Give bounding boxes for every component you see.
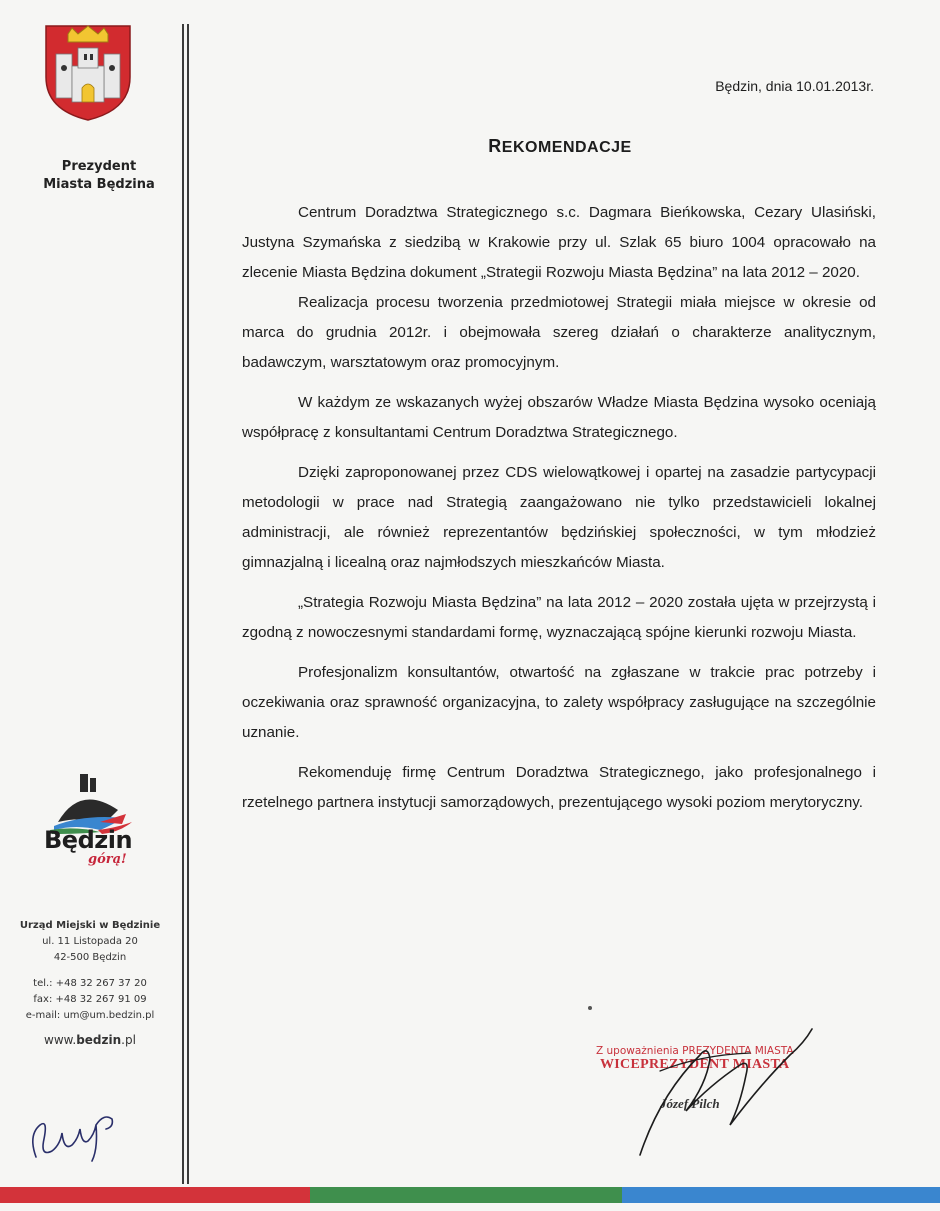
letter-paragraph: Dzięki zaproponowanej przez CDS wielowątkowej i opartej na zasadzie partycypacji metodologii w prace nad Strategią zaangażowano nie tylko przedstawicieli lokalnej administracji, ale również reprezentantów będzińskiej społeczności, w tym młodzież gimnazjalną i licealną oraz najmłodszych mieszkańców Miasta. (242, 464, 876, 571)
letterhead-sidebar (0, 0, 185, 1185)
logo-tagline: górą! (88, 852, 127, 867)
address-website (10, 1032, 170, 1048)
letter-paragraph: „Strategia Rozwoju Miasta Będzina” na lata 2012 – 2020 została ujęta w przejrzystą i zgodną z nowoczesnymi standardami formę, wyznaczającą spójne kierunki rozwoju Miasta. (242, 594, 876, 641)
letter-heading (380, 136, 740, 157)
divider-line (187, 24, 189, 1184)
office-title-line1: Prezydent (61, 159, 137, 174)
letter-paragraph: Rekomenduję firmę Centrum Doradztwa Strategicznego, jako profesjonalnego i rzetelnego partnera instytucji samorządowych, prezentującego wysoki poziom merytoryczny. (242, 764, 876, 811)
heading-initial: R (488, 136, 502, 156)
website-domain: bedzin (76, 1033, 122, 1047)
address-street: ul. 11 Listopada 20 (42, 936, 138, 947)
letter-paragraph: Centrum Doradztwa Strategicznego s.c. Dagmara Bieńkowska, Cezary Ulasiński, Justyna Szymańska z siedzibą w Krakowie przy ul. Szlak 65 biuro 1004 opracowało na zlecenie Miasta Będzina dokument „Strategii Rozwoju Miasta Będzina” na lata 2012 – 2020. (242, 204, 876, 281)
address-org: Urząd Miejski w Będzinie (19, 920, 161, 931)
handwritten-initials (22, 1105, 132, 1165)
office-address (10, 918, 170, 1048)
office-title-line2: Miasta Będzina (43, 177, 155, 192)
handwritten-signature (590, 1015, 830, 1165)
letter-date: Będzin, dnia 10.01.2013r. (715, 78, 874, 94)
city-coat-of-arms-icon (42, 22, 134, 122)
ink-dot (588, 1006, 592, 1010)
letter-paragraph: W każdym ze wskazanych wyżej obszarów Władze Miasta Będzina wysoko oceniają współpracę z konsultantami Centrum Doradztwa Strategicznego. (242, 394, 876, 441)
stamp-authorization: Z upoważnienia PREZYDENTA MIASTA (596, 1045, 794, 1057)
address-email: e-mail: um@um.bedzin.pl (25, 1010, 155, 1021)
letter-paragraph: Profesjonalizm konsultantów, otwartość na zgłaszane w trakcie prac potrzeby i oczekiwania oraz sprawność organizacyjna, to zalety współpracy zasługujące na szczególnie uznanie. (242, 664, 876, 741)
website-suffix: .pl (121, 1033, 136, 1047)
address-tel: tel.: +48 32 267 37 20 (33, 978, 147, 989)
stamp-name: Józef Pilch (660, 1096, 720, 1111)
address-fax: fax: +48 32 267 91 09 (33, 994, 147, 1005)
footer-bar-blue (622, 1187, 940, 1203)
footer-bar-green (310, 1187, 622, 1203)
divider-line (182, 24, 184, 1184)
website-prefix: www. (44, 1033, 77, 1047)
office-title (10, 158, 188, 194)
stamp-title: WICEPREZYDENT MIASTA (600, 1057, 790, 1072)
heading-rest: EKOMENDACJE (501, 139, 632, 156)
logo-wordmark: Będzin (44, 826, 133, 854)
footer-bar-red (0, 1187, 310, 1203)
letter-paragraph: Realizacja procesu tworzenia przedmiotowej Strategii miała miejsce w okresie od marca do grudnia 2012r. i obejmowała szereg działań o charakterze analitycznym, badawczym, warsztatowym oraz promocyjnym. (242, 294, 876, 371)
address-city: 42-500 Będzin (53, 952, 127, 963)
letter-body (242, 198, 876, 818)
